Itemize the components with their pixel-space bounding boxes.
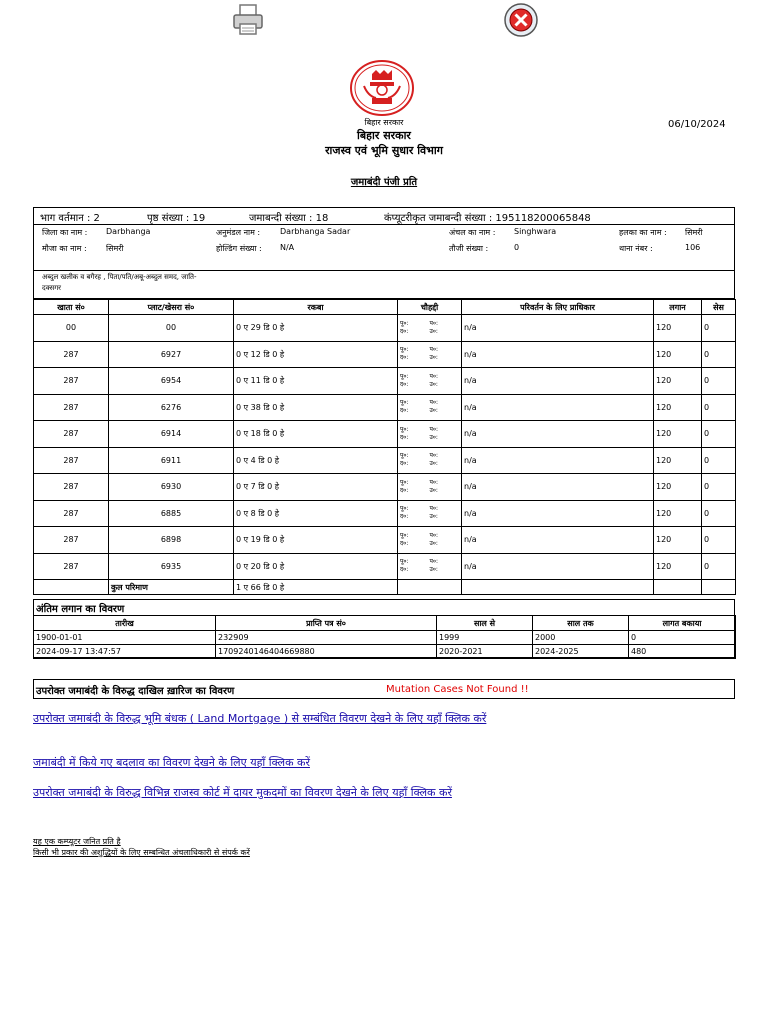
cess-cell: 0 <box>702 447 736 474</box>
chauhadi-cell <box>398 500 462 527</box>
khesra-cell: 6927 <box>109 341 234 368</box>
holding-label: होल्डिंग संख्या : <box>216 244 262 253</box>
cess-cell: 0 <box>702 474 736 501</box>
chauhadi-direction-label: प०: <box>429 346 439 354</box>
land-table-row <box>34 474 736 501</box>
anumandal-label: अनुमंडल नाम : <box>216 228 261 237</box>
lagan-cell: 120 <box>654 315 702 342</box>
footer-note-1: यह एक कम्प्यूटर जनित प्रति है <box>33 837 121 846</box>
chauhadi-direction-label: प०: <box>429 319 439 327</box>
header-authority: परिवर्तन के लिए प्राधिकार <box>462 300 654 315</box>
land-table-row <box>34 394 736 421</box>
chauhadi-direction-label: पू०: <box>400 478 409 486</box>
rakba-cell: 0 ए 20 डि 0 हे <box>234 553 398 580</box>
chauhadi-direction-label: उ०: <box>429 327 438 335</box>
chauhadi-direction-label: द०: <box>400 566 409 574</box>
cess-cell: 0 <box>702 368 736 395</box>
chauhadi-direction-label: पू०: <box>400 319 409 327</box>
authority-cell: n/a <box>462 341 654 368</box>
chauhadi-cell <box>398 394 462 421</box>
cess-cell: 0 <box>702 500 736 527</box>
cess-cell: 0 <box>702 341 736 368</box>
thana-label: थाना नंबर : <box>619 244 653 253</box>
mauja-label: मौजा का नाम : <box>42 244 87 253</box>
lagan-cell: 120 <box>654 447 702 474</box>
cess-cell: 0 <box>702 527 736 554</box>
bhag-vartaman: भाग वर्तमान : 2 <box>40 213 100 224</box>
chauhadi-direction-label: प०: <box>429 478 439 486</box>
lagan-header-due: लागत बकाया <box>629 616 736 631</box>
chauhadi-direction-label: द०: <box>400 327 409 335</box>
owner-line-1: अब्दुल खलीक व बगैरह , पिता/पति/अबू-अब्दुल समद, जाति- <box>42 273 197 281</box>
chauhadi-direction-label: पू०: <box>400 399 409 407</box>
lagan-cell: 120 <box>654 553 702 580</box>
authority-cell: n/a <box>462 474 654 501</box>
land-table-header <box>34 300 736 315</box>
chauhadi-direction-label: द०: <box>400 407 409 415</box>
rakba-cell: 0 ए 8 डि 0 हे <box>234 500 398 527</box>
jila-label: जिला का नाम : <box>42 228 88 237</box>
lagan-to: 2024-2025 <box>533 645 629 659</box>
khata-cell: 287 <box>34 368 109 395</box>
khesra-cell: 6885 <box>109 500 234 527</box>
lagan-from: 1999 <box>437 631 533 645</box>
khata-cell: 287 <box>34 341 109 368</box>
anchal-value: Singhwara <box>514 227 557 236</box>
header-rakba: रकबा <box>234 300 398 315</box>
chauhadi-direction-label: द०: <box>400 539 409 547</box>
header-khata: खाता सं० <box>34 300 109 315</box>
chauhadi-direction-label: उ०: <box>429 460 438 468</box>
close-x-icon[interactable] <box>503 2 539 38</box>
chauhadi-direction-label: उ०: <box>429 539 438 547</box>
emblem-caption: बिहार सरकार <box>364 118 404 127</box>
lagan-receipt: 1709240146404669880 <box>216 645 437 659</box>
info-block <box>33 207 735 299</box>
header-chauhadi: चौहद्दी <box>398 300 462 315</box>
authority-cell: n/a <box>462 500 654 527</box>
chauhadi-direction-label: पू०: <box>400 425 409 433</box>
rakba-cell: 0 ए 11 डि 0 हे <box>234 368 398 395</box>
total-label: कुल परिमाण <box>109 580 234 595</box>
lagan-date: 1900-01-01 <box>34 631 216 645</box>
rakba-cell: 0 ए 19 डि 0 हे <box>234 527 398 554</box>
lagan-cell: 120 <box>654 394 702 421</box>
authority-cell: n/a <box>462 553 654 580</box>
chauhadi-cell <box>398 474 462 501</box>
chauhadi-direction-label: उ०: <box>429 566 438 574</box>
land-table-wrapper <box>33 299 736 595</box>
mauja-value: सिमरी <box>106 244 124 253</box>
rakba-cell: 0 ए 7 डि 0 हे <box>234 474 398 501</box>
mutation-label: उपरोक्त जमाबंदी के विरुद्ध दाखिल ख़ारिज का विवरण <box>36 686 235 697</box>
header-khesra: प्लाट/खेसरा सं० <box>109 300 234 315</box>
jila-value: Darbhanga <box>106 227 151 236</box>
mutation-box <box>33 679 735 699</box>
owner-line-2: दक्सगर <box>42 284 62 292</box>
land-table-row <box>34 341 736 368</box>
land-table <box>33 299 736 595</box>
lagan-row <box>34 631 736 645</box>
chauhadi-direction-label: प०: <box>429 558 439 566</box>
authority-cell: n/a <box>462 394 654 421</box>
footer-note-2: किसी भी प्रकार की अशुद्धियों के लिए सम्बन्धित अंचलाधिकारी से संपर्क करें <box>33 848 250 857</box>
tauji-value: 0 <box>514 243 520 252</box>
department-name: राजस्व एवं भूमि सुधार विभाग <box>325 144 443 157</box>
revenue-court-cases-link[interactable]: उपरोक्त जमाबंदी के विरुद्ध विभिन्न राजस्व कोर्ट में दायर मुकदमों का विवरण देखने के लिए यहाँ क्लिक करें <box>33 786 452 799</box>
chauhadi-cell <box>398 447 462 474</box>
chauhadi-direction-label: पू०: <box>400 558 409 566</box>
cess-cell: 0 <box>702 553 736 580</box>
tauji-label: तौजी संख्या : <box>449 244 489 253</box>
lagan-cell: 120 <box>654 368 702 395</box>
anumandal-value: Darbhanga Sadar <box>280 227 351 236</box>
print-date: 06/10/2024 <box>668 119 726 130</box>
prishth-sankhya: पृष्ठ संख्या : 19 <box>147 213 206 224</box>
chauhadi-direction-label: द०: <box>400 460 409 468</box>
land-table-row <box>34 421 736 448</box>
rakba-cell: 0 ए 12 डि 0 हे <box>234 341 398 368</box>
chauhadi-direction-label: पू०: <box>400 531 409 539</box>
chauhadi-cell <box>398 553 462 580</box>
khesra-cell: 6954 <box>109 368 234 395</box>
lagan-due: 480 <box>629 645 736 659</box>
jamabandi-sankhya: जमाबन्दी संख्या : 18 <box>249 213 329 224</box>
khata-cell: 287 <box>34 421 109 448</box>
chauhadi-cell <box>398 421 462 448</box>
lagan-section <box>33 599 735 658</box>
lagan-from: 2020-2021 <box>437 645 533 659</box>
rakba-cell: 0 ए 38 डि 0 हे <box>234 394 398 421</box>
chauhadi-direction-label: द०: <box>400 486 409 494</box>
chauhadi-direction-label: प०: <box>429 505 439 513</box>
khata-cell: 287 <box>34 500 109 527</box>
holding-value: N/A <box>280 243 295 252</box>
page-title: जमाबंदी पंजी प्रति <box>350 177 418 188</box>
authority-cell: n/a <box>462 315 654 342</box>
cess-cell: 0 <box>702 421 736 448</box>
chauhadi-direction-label: पू०: <box>400 372 409 380</box>
chauhadi-direction-label: प०: <box>429 452 439 460</box>
lagan-receipt: 232909 <box>216 631 437 645</box>
lagan-section-title: अंतिम लगान का विवरण <box>36 604 125 615</box>
chauhadi-cell <box>398 341 462 368</box>
authority-cell: n/a <box>462 421 654 448</box>
chauhadi-direction-label: प०: <box>429 531 439 539</box>
land-table-row <box>34 447 736 474</box>
rakba-cell: 0 ए 18 डि 0 हे <box>234 421 398 448</box>
chauhadi-direction-label: पू०: <box>400 452 409 460</box>
chauhadi-direction-label: प०: <box>429 399 439 407</box>
land-total-row <box>34 580 736 595</box>
khesra-cell: 6898 <box>109 527 234 554</box>
chauhadi-direction-label: उ०: <box>429 486 438 494</box>
cess-cell: 0 <box>702 394 736 421</box>
lagan-table <box>33 615 736 659</box>
lagan-due: 0 <box>629 631 736 645</box>
chauhadi-direction-label: उ०: <box>429 433 438 441</box>
chauhadi-direction-label: द०: <box>400 354 409 362</box>
thana-value: 106 <box>685 243 701 252</box>
khata-cell: 287 <box>34 394 109 421</box>
govt-name: बिहार सरकार <box>357 129 411 142</box>
chauhadi-cell <box>398 368 462 395</box>
lagan-header-receipt: प्राप्ति पत्र सं० <box>216 616 437 631</box>
header-lagan: लगान <box>654 300 702 315</box>
printer-icon[interactable] <box>230 2 266 38</box>
lagan-header-date: तारीख <box>34 616 216 631</box>
lagan-row <box>34 645 736 659</box>
mutation-status: Mutation Cases Not Found !! <box>386 684 529 695</box>
chauhadi-direction-label: प०: <box>429 425 439 433</box>
halka-label: हलका का नाम : <box>619 228 667 237</box>
land-mortgage-link[interactable]: उपरोक्त जमाबंदी के विरुद्ध भूमि बंधक ( Land Mortgage ) से सम्बंधित विवरण देखने के लिए यहाँ क्लिक करें <box>33 712 487 725</box>
chauhadi-cell <box>398 315 462 342</box>
rakba-cell: 0 ए 4 डि 0 हे <box>234 447 398 474</box>
khata-cell: 287 <box>34 474 109 501</box>
chauhadi-direction-label: द०: <box>400 513 409 521</box>
authority-cell: n/a <box>462 447 654 474</box>
khesra-cell: 6911 <box>109 447 234 474</box>
halka-value: सिमरी <box>685 228 703 237</box>
khata-cell: 287 <box>34 527 109 554</box>
khesra-cell: 00 <box>109 315 234 342</box>
chauhadi-direction-label: उ०: <box>429 354 438 362</box>
khata-cell: 287 <box>34 553 109 580</box>
chauhadi-direction-label: द०: <box>400 380 409 388</box>
khata-cell: 00 <box>34 315 109 342</box>
khesra-cell: 6914 <box>109 421 234 448</box>
land-table-row <box>34 553 736 580</box>
chauhadi-direction-label: पू०: <box>400 346 409 354</box>
authority-cell: n/a <box>462 527 654 554</box>
lagan-to: 2000 <box>533 631 629 645</box>
land-table-row <box>34 500 736 527</box>
chauhadi-direction-label: उ०: <box>429 513 438 521</box>
lagan-cell: 120 <box>654 527 702 554</box>
header-cess: सेस <box>702 300 736 315</box>
rakba-cell: 0 ए 29 डि 0 हे <box>234 315 398 342</box>
cess-cell: 0 <box>702 315 736 342</box>
authority-cell: n/a <box>462 368 654 395</box>
khata-cell: 287 <box>34 447 109 474</box>
lagan-cell: 120 <box>654 474 702 501</box>
khesra-cell: 6930 <box>109 474 234 501</box>
total-value: 1 ए 66 डि 0 हे <box>234 580 398 595</box>
computer-jamabandi-sankhya: कंप्यूटरीकृत जमाबन्दी संख्या : 195118200065848 <box>384 213 591 224</box>
chauhadi-direction-label: पू०: <box>400 505 409 513</box>
chauhadi-direction-label: द०: <box>400 433 409 441</box>
bihar-emblem-icon <box>350 60 414 116</box>
chauhadi-cell <box>398 527 462 554</box>
chauhadi-direction-label: उ०: <box>429 407 438 415</box>
jamabandi-changes-link[interactable]: जमाबंदी में किये गए बदलाव का विवरण देखने के लिए यहाँ क्लिक करें <box>33 756 310 769</box>
lagan-cell: 120 <box>654 341 702 368</box>
lagan-date: 2024-09-17 13:47:57 <box>34 645 216 659</box>
khesra-cell: 6276 <box>109 394 234 421</box>
anchal-label: अंचल का नाम : <box>449 228 496 237</box>
chauhadi-direction-label: प०: <box>429 372 439 380</box>
land-table-row <box>34 527 736 554</box>
chauhadi-direction-label: उ०: <box>429 380 438 388</box>
lagan-cell: 120 <box>654 421 702 448</box>
land-table-row <box>34 315 736 342</box>
lagan-header-to: साल तक <box>533 616 629 631</box>
land-table-row <box>34 368 736 395</box>
khesra-cell: 6935 <box>109 553 234 580</box>
lagan-cell: 120 <box>654 500 702 527</box>
lagan-header-from: साल से <box>437 616 533 631</box>
